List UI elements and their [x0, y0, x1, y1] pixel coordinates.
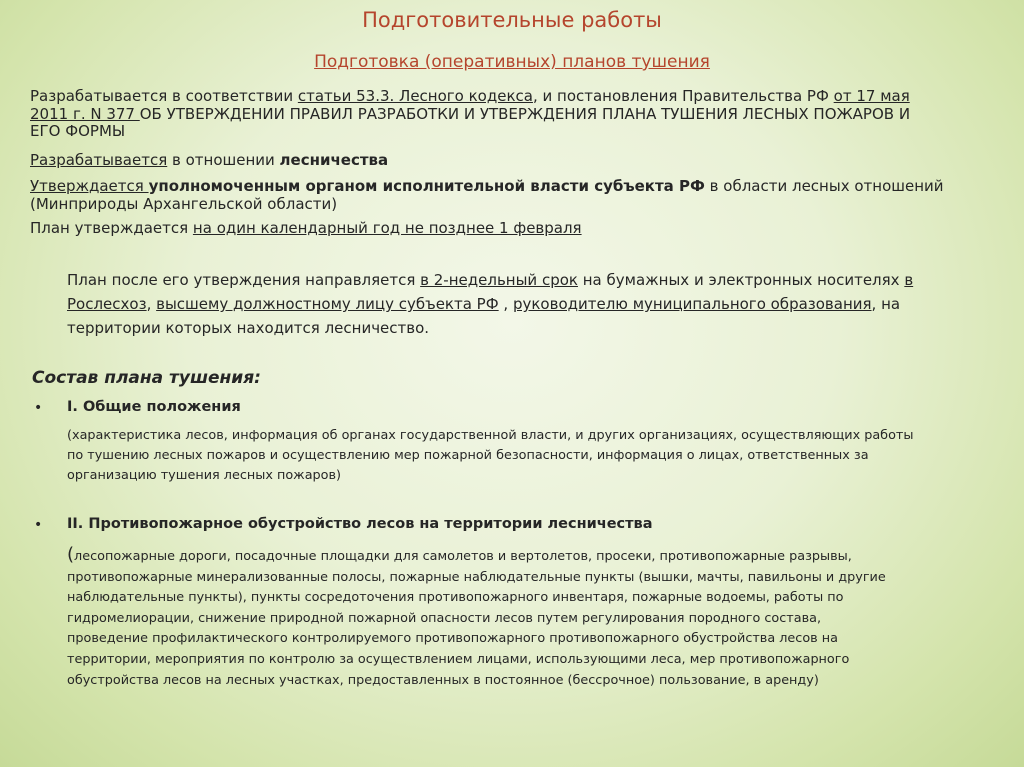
sent-line-3: территории которых находится лесничество.	[67, 319, 430, 337]
bullet-2: •	[34, 517, 43, 533]
plan-year-line: План утверждается на один календарный год не позднее 1 февраля	[30, 219, 582, 237]
slide-subtitle: Подготовка (оперативных) планов тушения	[314, 52, 710, 72]
bullet-1: •	[34, 400, 43, 416]
sent-line-1: План после его утверждения направляется в 2-недельный срок на бумажных и электронных носителях в	[67, 271, 914, 289]
section-1-line: (характеристика лесов, информация об органах государственной власти, и других организациях, осуществляющих работы	[67, 428, 914, 443]
section-2-line: гидромелиорации, снижение природной пожарной опасности лесов путем регулирования породного состава,	[67, 610, 822, 626]
slide-title: Подготовительные работы	[362, 8, 662, 32]
sent-line-2: Рослесхоз, высшему должностному лицу субъекта РФ , руководителю муниципального образования, на	[67, 295, 901, 313]
decree-date-link[interactable]: от 17 мая	[833, 87, 910, 105]
section-2-line: территории, мероприятия по контролю за осуществлением лицами, использующими леса, мер противопожарного	[67, 651, 850, 667]
approved-line-2: (Минприроды Архангельской области)	[30, 195, 338, 213]
intro-line-3: ЕГО ФОРМЫ	[30, 122, 126, 140]
section-1-line: организацию тушения лесных пожаров)	[67, 468, 342, 483]
section-2-line: проведение профилактического контролируемого противопожарного противопожарного обустройства лесов на	[67, 631, 838, 647]
composition-title: Состав плана тушения:	[32, 368, 261, 388]
section-2-line: наблюдательные пункты), пункты сосредоточения противопожарного инвентаря, пожарные водоемы, работы по	[67, 590, 844, 606]
section-2-line: противопожарные минерализованные полосы, пожарные наблюдательные пункты (вышки, мачты, павильоны и другие	[67, 569, 886, 585]
intro-line-2: 2011 г. N 377 ОБ УТВЕРЖДЕНИИ ПРАВИЛ РАЗРАБОТКИ И УТВЕРЖДЕНИЯ ПЛАНА ТУШЕНИЯ ЛЕСНЫХ ПОЖАРОВ И	[30, 105, 911, 123]
approved-line-1: Утверждается уполномоченным органом исполнительной власти субъекта РФ в области лесных отношений	[30, 177, 944, 195]
section-2-first-line: (лесопожарные дороги, посадочные площадки для самолетов и вертолетов, просеки, противопожарные разрывы,	[67, 544, 852, 565]
section-2-title: II. Противопожарное обустройство лесов на территории лесничества	[67, 516, 653, 532]
intro-line-1: Разрабатывается в соответствии статьи 53.3. Лесного кодекса, и постановления Правительства РФ от 17 мая	[30, 87, 910, 105]
section-2-body	[67, 545, 1017, 691]
decree-number-link[interactable]: 2011 г. N 377	[30, 105, 140, 123]
section-1-body	[67, 426, 1017, 486]
developed-line: Разрабатывается в отношении лесничества	[30, 151, 389, 169]
section-1-title: I. Общие положения	[67, 399, 241, 415]
section-2-line: обустройства лесов на лесных участках, предоставленных в постоянное (бессрочное) пользование, в аренду)	[67, 672, 819, 688]
section-1-line: по тушению лесных пожаров и осуществлению мер пожарной безопасности, информация о лицах, ответственных за	[67, 448, 869, 463]
lesnoy-kodeks-link[interactable]: статьи 53.3. Лесного кодекса	[297, 87, 533, 105]
